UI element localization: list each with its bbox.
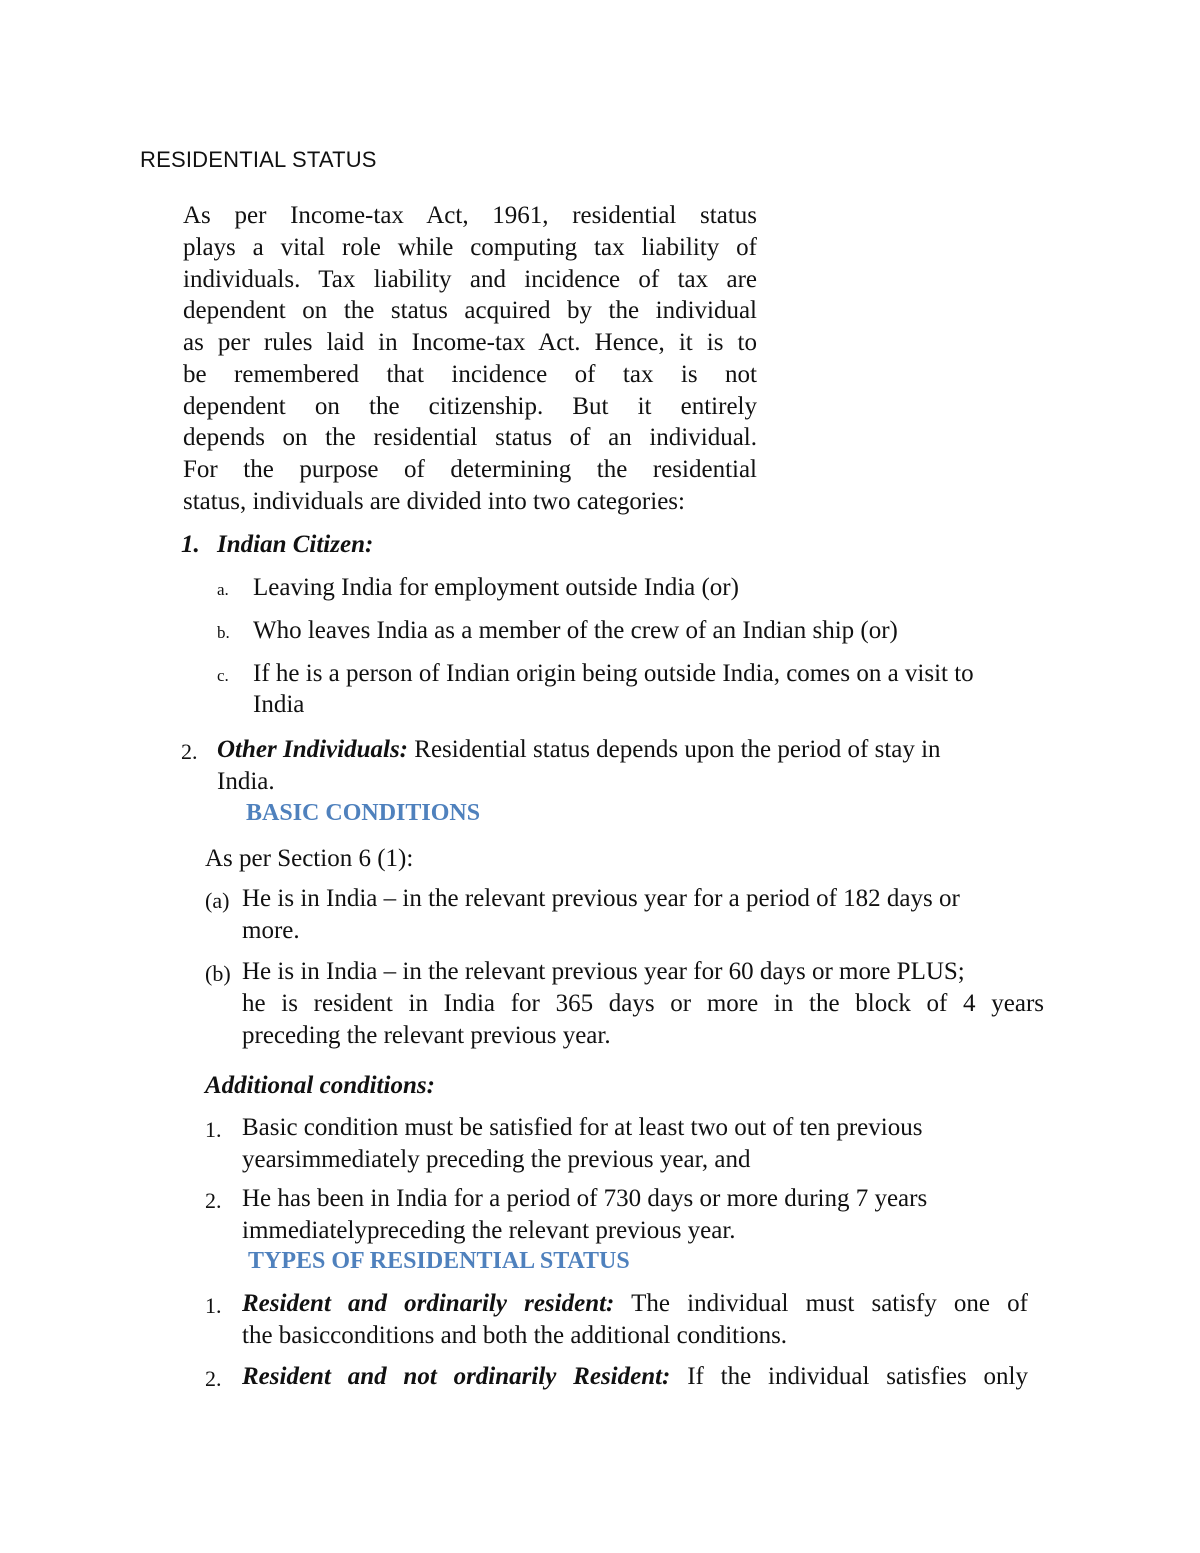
page-title: RESIDENTIAL STATUS (140, 147, 377, 172)
list-item: He is in India – in the relevant previous year for a period of 182 days or (242, 885, 960, 912)
type-label: Resident and not ordinarily Resident: (242, 1363, 671, 1390)
list-item (217, 734, 941, 766)
list-marker: 2. (205, 1188, 222, 1213)
list-item: If he is a person of Indian origin being outside India, comes on a visit to (253, 660, 974, 687)
intro-line: dependent on the citizenship. But it entirely (183, 393, 757, 420)
list-item (242, 1361, 1028, 1393)
category-text: Residential status depends upon the period of stay in (408, 736, 941, 763)
type-text: The individual must satisfy one of (614, 1290, 1028, 1317)
list-item: preceding the relevant previous year. (242, 1022, 611, 1049)
list-item: he is resident in India for 365 days or more in the block of 4 years (242, 990, 1044, 1017)
list-marker: b. (217, 623, 230, 642)
list-marker: 1. (205, 1293, 222, 1318)
list-item: yearsimmediately preceding the previous year, and (242, 1146, 751, 1173)
intro-line: As per Income-tax Act, 1961, residential status (183, 202, 757, 229)
list-marker: a. (217, 580, 229, 599)
list-item: Who leaves India as a member of the crew of an Indian ship (or) (253, 617, 898, 644)
list-item: Basic condition must be satisfied for at least two out of ten previous (242, 1114, 923, 1141)
intro-line: For the purpose of determining the residential (183, 456, 757, 483)
list-item: He is in India – in the relevant previous year for 60 days or more PLUS; (242, 958, 965, 985)
list-marker: (b) (205, 961, 231, 986)
list-marker: 1. (205, 1117, 222, 1142)
list-marker: c. (217, 666, 229, 685)
list-marker: 2. (181, 739, 198, 764)
intro-line: status, individuals are divided into two categories: (183, 488, 685, 515)
intro-line: be remembered that incidence of tax is not (183, 361, 757, 388)
section-intro: As per Section 6 (1): (205, 845, 414, 872)
list-marker: 2. (205, 1366, 222, 1391)
list-item: immediatelypreceding the relevant previous year. (242, 1217, 736, 1244)
list-item: more. (242, 917, 300, 944)
intro-line: dependent on the status acquired by the individual (183, 297, 757, 324)
type-label: Resident and ordinarily resident: (242, 1290, 615, 1317)
category-label: Other Individuals: (217, 736, 409, 763)
list-item: India. (217, 768, 275, 795)
list-item: Leaving India for employment outside India (or) (253, 574, 739, 601)
category-label: Indian Citizen: (217, 531, 374, 558)
list-item (242, 1288, 1028, 1320)
intro-line: individuals. Tax liability and incidence of tax are (183, 266, 757, 293)
intro-line: plays a vital role while computing tax liability of (183, 234, 757, 261)
section-heading: BASIC CONDITIONS (246, 800, 481, 826)
type-text: If the individual satisfies only (670, 1363, 1028, 1390)
list-marker: (a) (205, 888, 230, 913)
list-item: India (253, 691, 305, 718)
section-heading: Additional conditions: (205, 1072, 435, 1099)
list-item: He has been in India for a period of 730 days or more during 7 years (242, 1185, 928, 1212)
intro-line: depends on the residential status of an individual. (183, 424, 757, 451)
intro-line: as per rules laid in Income-tax Act. Hence, it is to (183, 329, 757, 356)
list-item: the basicconditions and both the additional conditions. (242, 1322, 788, 1349)
list-marker: 1. (181, 531, 200, 558)
section-heading: TYPES OF RESIDENTIAL STATUS (248, 1248, 630, 1274)
